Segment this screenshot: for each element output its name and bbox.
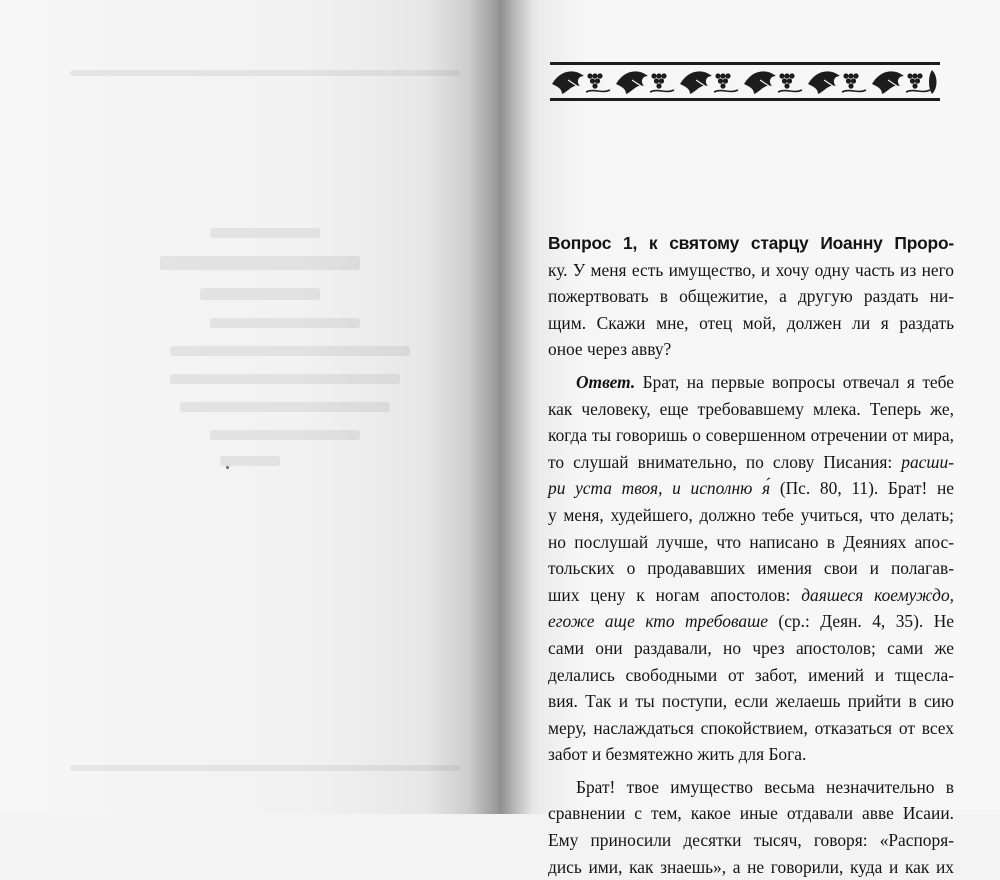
left-page-bleed-through	[60, 60, 470, 780]
answer-line: то слушай внимательно, по слову Писания: расши-	[548, 451, 954, 472]
answer-line: но послушай лучше, что написано в Деяниях апос-	[548, 531, 954, 552]
answer-line: ри уста твоя, и исполню я́ (Пс. 80, 11). Брат! не	[548, 478, 954, 499]
main-text	[548, 230, 954, 880]
answer-line: делались свободными от забот, имений и тщесла-	[548, 664, 954, 685]
answer-line: сами они раздавали, но чрез апостолов; сами же	[548, 637, 954, 658]
vine-ornament-band	[550, 62, 940, 102]
answer-line: меру, наслаждаться спокойствием, отказаться от всех	[548, 717, 954, 738]
answer-label: Ответ.	[576, 371, 636, 392]
gutter-shadow	[468, 0, 532, 814]
left-page	[0, 0, 500, 814]
answer-line: ших цену к ногам апостолов: даяшеся коемуждо,	[548, 584, 954, 605]
answer-line: Ответ. Брат, на первые вопросы отвечал я тебе	[576, 371, 954, 392]
answer-line: как человеку, еще требовавшему млека. Теперь же,	[548, 398, 954, 419]
speck	[226, 466, 229, 469]
answer-line: у меня, худейшего, должно тебе учиться, что делать;	[548, 504, 954, 525]
answer-line: забот и безмятежно жить для Бога.	[548, 744, 807, 765]
answer-line: тольских о продававших имения свои и полагав-	[548, 558, 954, 579]
paragraph-line: дись ими, как знаешь», а не говорили, куда и как их	[548, 856, 954, 877]
answer-line: когда ты говоришь о совершенном отречении от мира,	[548, 425, 954, 446]
answer-line: егоже аще кто требоваше (ср.: Деян. 4, 35). Не	[548, 611, 955, 632]
ornament-icon	[550, 62, 940, 102]
paragraph-line: Брат! твое имущество весьма незначительно в	[576, 776, 954, 797]
question-line: оное через авву?	[548, 339, 672, 360]
question-line: щим. Скажи мне, отец мой, должен ли я раздать	[548, 312, 954, 333]
question-heading: Вопрос 1, к святому старцу Иоанну Проро-	[548, 233, 954, 253]
question-line: пожертвовать в общежитие, а другую раздать ни-	[548, 286, 954, 307]
question-line: ку. У меня есть имущество, и хочу одну часть из него	[548, 259, 954, 280]
answer-line: вия. Так и ты поступи, если желаешь прийти в сию	[548, 691, 954, 712]
paragraph-line: Ему приносили десятки тысяч, говоря: «Распоря-	[548, 830, 954, 851]
paragraph-line: сравнении с тем, какое иные отдавали авве Исаии.	[548, 803, 954, 824]
